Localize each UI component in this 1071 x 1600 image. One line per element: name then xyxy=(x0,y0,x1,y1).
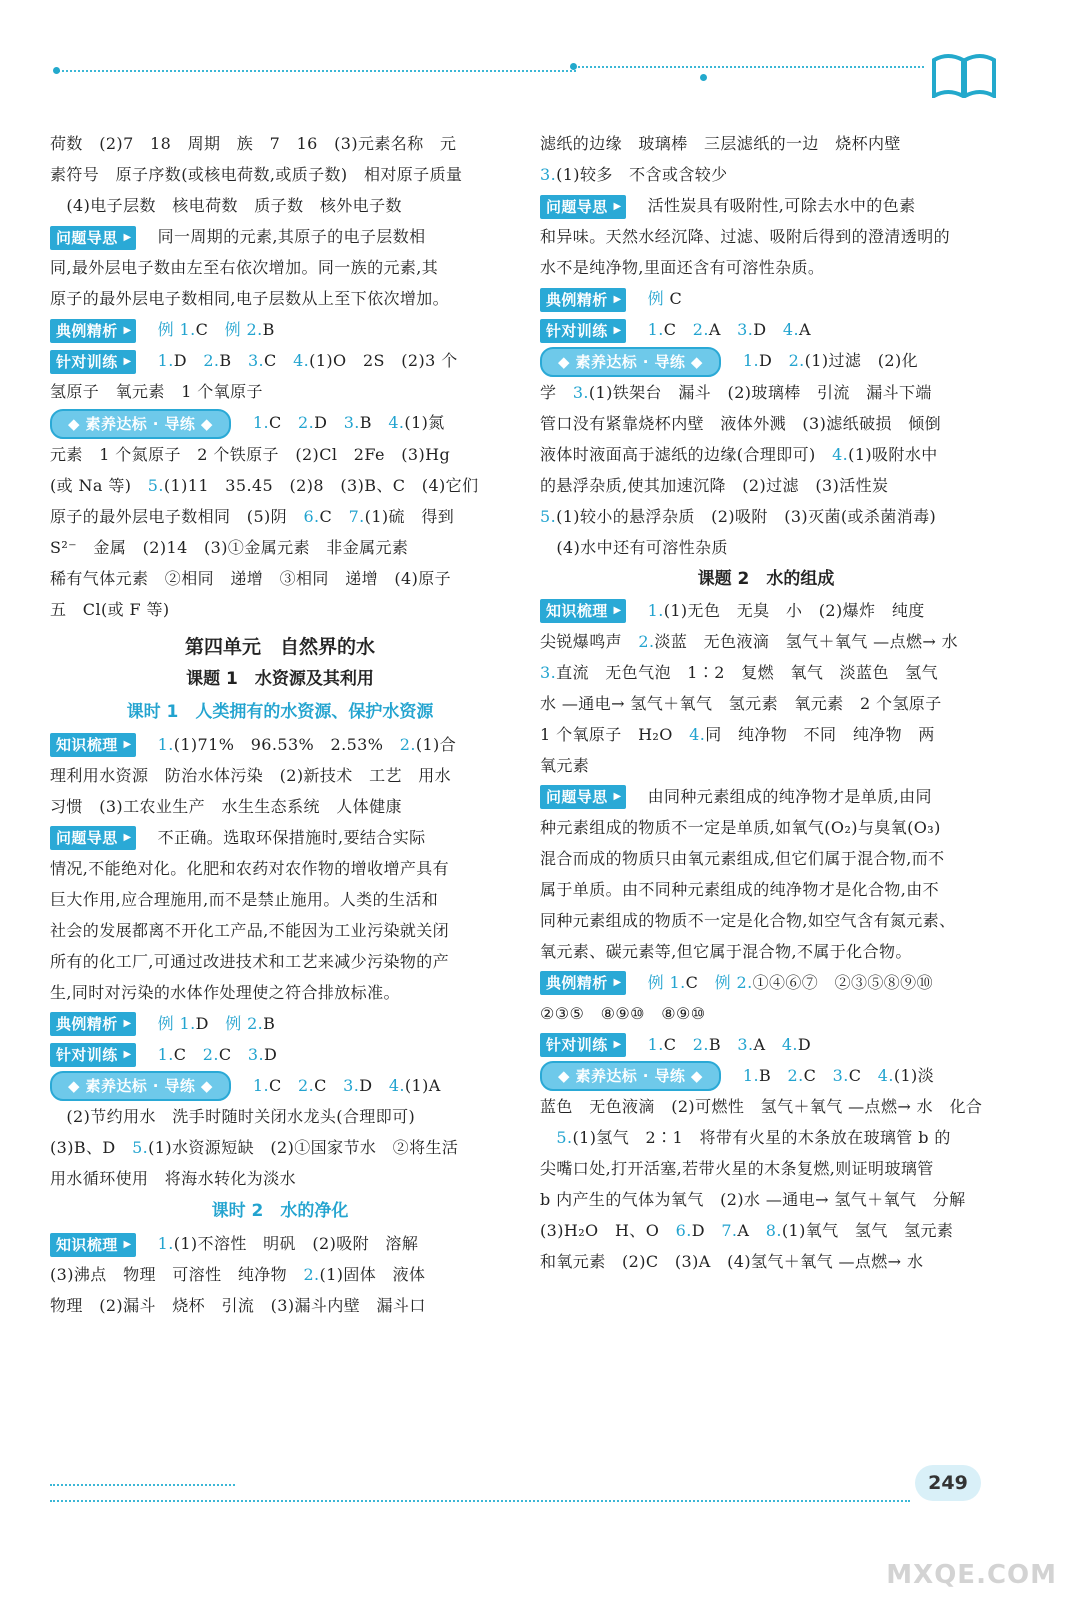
answer-line xyxy=(540,283,992,314)
answer-line xyxy=(50,283,510,314)
answer-text: (1)不溶性 明矾 (2)吸附 溶解 xyxy=(173,1234,419,1253)
question-number: 6. xyxy=(303,506,320,526)
answer-text: 巨大作用,应合理施用,而不是禁止施用。人类的生活和 xyxy=(50,889,439,909)
answer-text: 原子的最外层电子数相同,电子层数从上至下依次增加。 xyxy=(50,289,450,308)
answer-line xyxy=(50,1228,510,1259)
answer-text: C xyxy=(848,1065,878,1085)
answer-text: 尖锐爆鸣声 xyxy=(540,631,639,651)
question-number: 2. xyxy=(788,351,805,370)
answer-text: 由同种元素组成的纯净物才是单质,由同 xyxy=(647,786,932,806)
question-number: 4. xyxy=(781,1034,798,1054)
answer-text: 氢原子 氧元素 1 个氧原子 xyxy=(50,382,263,401)
topic-heading: 课题 2 水的组成 xyxy=(697,568,835,589)
answer-text: 同,最外层电子数由左至右依次增加。同一族的元素,其 xyxy=(50,258,439,277)
answer-text: (1)氢气 2∶1 将带有火星的木条放在玻璃管 b 的 xyxy=(572,1128,951,1147)
answer-text: D xyxy=(797,1034,812,1054)
answer-text: B xyxy=(263,1013,276,1033)
top-rule-dot xyxy=(700,74,707,81)
answer-line xyxy=(540,128,992,159)
answer-line xyxy=(540,967,992,998)
section-tag: 针对训练 ▶ xyxy=(540,1033,626,1057)
answer-line xyxy=(540,936,992,967)
question-number: 1. xyxy=(647,320,664,339)
question-number: 例 2. xyxy=(714,972,753,992)
answer-text: (1)71% 96.53% 2.53% xyxy=(173,734,400,754)
answer-text: (1)O 2S (2)3 个 xyxy=(309,351,458,370)
answer-line xyxy=(540,595,992,626)
answer-line xyxy=(50,946,510,977)
answer-text: 淡蓝 无色液滴 氢气＋氧气 —点燃→ 水 xyxy=(654,631,959,651)
question-number: 5. xyxy=(540,506,557,526)
answer-line xyxy=(50,376,510,407)
answer-text: (1)氧气 氢气 氢元素 xyxy=(781,1221,954,1240)
answer-text: 社会的发展都离不开化工产品,不能因为工业污染就关闭 xyxy=(50,920,450,940)
question-number: 例 1. xyxy=(647,972,686,992)
section-badge: ◆ 素养达标 · 导练 ◆ xyxy=(540,347,721,377)
unit-heading: 第四单元 自然界的水 xyxy=(184,635,375,658)
answer-line xyxy=(540,314,992,345)
answer-line xyxy=(50,407,510,439)
question-number: 4. xyxy=(388,413,405,432)
answer-text: 1 个氧原子 H₂O xyxy=(540,724,690,744)
answer-text: (1)较多 不含或含较少 xyxy=(556,165,728,184)
question-number: 2. xyxy=(203,351,220,370)
answer-text: (或 Na 等) xyxy=(50,475,148,495)
answer-text: 液体时液面高于滤纸的边缘(合理即可) xyxy=(540,444,833,464)
answer-text: 和氧元素 (2)C (3)A (4)氢气＋氧气 —点燃→ 水 xyxy=(540,1252,924,1271)
answer-text: (1)A xyxy=(404,1075,441,1095)
section-badge: ◆ 素养达标 · 导练 ◆ xyxy=(540,1061,721,1091)
question-number: 3. xyxy=(737,320,754,339)
answer-text: 稀有气体元素 ②相同 递增 ③相同 递增 (4)原子 xyxy=(50,568,452,588)
question-number: 3. xyxy=(540,662,557,682)
answer-text: D xyxy=(195,1013,226,1033)
question-number: 3. xyxy=(832,1065,849,1085)
question-number: 7. xyxy=(721,1221,738,1240)
section-tag: 针对训练 ▶ xyxy=(50,350,136,374)
bottom-dotted-rule-right xyxy=(50,1500,910,1502)
section-tag: 知识梳理 ▶ xyxy=(50,1233,136,1257)
answer-text: 学 xyxy=(540,382,573,402)
answer-text: 属于单质。由不同种元素组成的纯净物才是化合物,由不 xyxy=(540,879,940,899)
page-number: 249 xyxy=(915,1465,981,1501)
answer-line xyxy=(50,1259,510,1290)
question-number: 2. xyxy=(399,734,416,754)
section-tag: 问题导思 ▶ xyxy=(540,785,626,809)
answer-text: C xyxy=(264,351,294,370)
answer-line xyxy=(50,760,510,791)
question-number: 4. xyxy=(832,444,849,464)
top-rule-dot xyxy=(53,67,60,74)
answer-text: C xyxy=(663,1034,693,1054)
answer-text: 氧元素、碳元素等,但它属于混合物,不属于化合物。 xyxy=(540,941,912,961)
answer-text: B xyxy=(262,320,275,339)
answer-line xyxy=(50,128,510,159)
question-number: 4. xyxy=(782,320,799,339)
answer-line xyxy=(50,1070,510,1102)
answer-line xyxy=(540,1091,992,1122)
answer-text: b 内产生的气体为氧气 (2)水 —通电→ 氢气＋氧气 分解 xyxy=(540,1190,966,1209)
answer-text: 活性炭具有吸附性,可除去水中的色素 xyxy=(647,196,916,215)
answer-line xyxy=(50,729,510,760)
answer-line xyxy=(50,1008,510,1039)
question-number: 1. xyxy=(157,1234,174,1253)
answer-text: 和异味。天然水经沉降、过滤、吸附后得到的澄清透明的 xyxy=(540,227,951,246)
question-number: 1. xyxy=(647,1034,664,1054)
question-number: 1. xyxy=(647,600,664,620)
answer-line xyxy=(50,1039,510,1070)
answer-line xyxy=(540,377,992,408)
question-number: 1. xyxy=(742,351,759,370)
answer-line xyxy=(540,190,992,221)
answer-text: 习惯 (3)工农业生产 水生生态系统 人体健康 xyxy=(50,796,402,816)
answer-text: B xyxy=(708,1034,738,1054)
answer-line xyxy=(540,874,992,905)
answer-text: A xyxy=(798,320,811,339)
question-number: 5. xyxy=(147,475,164,495)
answer-text: C xyxy=(685,972,715,992)
answer-text: (1)淡 xyxy=(893,1065,935,1085)
answer-text: 管口没有紧靠烧杯内壁 液体外溅 (3)滤纸破损 倾倒 xyxy=(540,413,942,433)
question-number: 2. xyxy=(692,320,709,339)
section-tag: 针对训练 ▶ xyxy=(50,1043,136,1067)
answer-text: D xyxy=(359,1075,389,1095)
answer-text: A xyxy=(753,1034,782,1054)
book-icon xyxy=(932,52,996,98)
answer-line xyxy=(50,532,510,563)
answer-text: (1)较小的悬浮杂质 (2)吸附 (3)灭菌(或杀菌消毒) xyxy=(556,506,937,526)
answer-text: 同一周期的元素,其原子的电子层数相 xyxy=(157,227,426,246)
answer-line xyxy=(540,470,992,501)
answer-line xyxy=(540,1246,992,1277)
question-number: 2. xyxy=(297,413,315,432)
answer-line xyxy=(540,345,992,377)
answer-line xyxy=(540,1060,992,1092)
answer-text: C xyxy=(195,320,225,339)
question-number: 1. xyxy=(742,1065,759,1085)
answer-text: C xyxy=(663,320,693,339)
answer-line xyxy=(50,159,510,190)
answer-line xyxy=(50,853,510,884)
answer-line xyxy=(50,791,510,822)
question-number: 2. xyxy=(303,1265,320,1284)
answer-text: 不正确。选取环保措施时,要结合实际 xyxy=(157,827,426,847)
section-tag: 问题导思 ▶ xyxy=(50,826,136,850)
answer-text: 滤纸的边缘 玻璃棒 三层滤纸的一边 烧杯内壁 xyxy=(540,134,901,153)
answer-line xyxy=(540,626,992,657)
answer-text: (1)11 35.45 (2)8 (3)B、C (4)它们 xyxy=(163,475,479,495)
question-number: 6. xyxy=(675,1221,692,1240)
answer-text: 直流 无色气泡 1∶2 复燃 氧气 淡蓝色 氢气 xyxy=(556,662,939,682)
answer-line xyxy=(50,470,510,501)
answer-line xyxy=(540,1215,992,1246)
answer-text: 用水循环使用 将海水转化为淡水 xyxy=(50,1169,297,1188)
answer-text: 同 纯净物 不同 纯净物 两 xyxy=(705,724,935,744)
answer-line xyxy=(540,439,992,470)
answer-line xyxy=(50,252,510,283)
top-dotted-rule-right xyxy=(578,66,924,68)
section-tag: 典例精析 ▶ xyxy=(540,971,626,995)
question-number: 2. xyxy=(297,1075,315,1095)
answer-text: C xyxy=(268,1075,298,1095)
question-number: 3. xyxy=(540,165,557,184)
section-badge: ◆ 素养达标 · 导练 ◆ xyxy=(50,1071,231,1101)
question-number: 3. xyxy=(343,413,360,432)
question-number: 4. xyxy=(388,1075,405,1095)
lesson-heading: 课时 1 人类拥有的水资源、保护水资源 xyxy=(126,701,434,722)
answer-text: 所有的化工厂,可通过改进技术和工艺来减少污染物的产 xyxy=(50,951,450,971)
answer-text: C xyxy=(803,1065,833,1085)
answer-text: D xyxy=(691,1221,722,1240)
answer-line xyxy=(540,1153,992,1184)
question-number: 3. xyxy=(737,1034,754,1054)
top-rule-dot xyxy=(570,63,577,70)
answer-line xyxy=(50,977,510,1008)
section-tag: 问题导思 ▶ xyxy=(540,195,626,219)
answer-text: (1)硫 得到 xyxy=(364,506,455,526)
question-number: 4. xyxy=(689,724,706,744)
answer-line xyxy=(50,1101,510,1132)
answer-line xyxy=(540,843,992,874)
question-number: 3. xyxy=(247,351,265,370)
answer-text: (1)合 xyxy=(415,734,457,754)
section-tag: 针对训练 ▶ xyxy=(540,319,626,343)
answer-line xyxy=(540,998,992,1029)
answer-text: C xyxy=(173,1044,203,1064)
answer-line xyxy=(540,1122,992,1153)
question-number: 例 xyxy=(647,289,670,308)
answer-text: D xyxy=(758,351,789,370)
answer-text: 尖嘴口处,打开活塞,若带火星的木条复燃,则证明玻璃管 xyxy=(540,1159,934,1178)
bottom-dotted-rule-left xyxy=(50,1484,235,1486)
answer-line xyxy=(50,884,510,915)
answer-line xyxy=(540,532,992,563)
top-dotted-rule-left xyxy=(58,70,576,72)
right-column xyxy=(540,128,992,1277)
answer-text: ①④⑥⑦ ②③⑤⑧⑨⑩ xyxy=(752,972,933,992)
section-badge: ◆ 素养达标 · 导练 ◆ xyxy=(50,409,231,439)
section-tag: 典例精析 ▶ xyxy=(50,1012,136,1036)
answer-text: (1)水资源短缺 (2)①国家节水 ②将生活 xyxy=(148,1138,459,1157)
answer-text: D xyxy=(314,413,344,432)
topic-heading: 课题 1 水资源及其利用 xyxy=(186,668,374,689)
answer-text: 蓝色 无色液滴 (2)可燃性 氢气＋氧气 —点燃→ 水 化合 xyxy=(540,1097,983,1116)
answer-text: (4)电子层数 核电荷数 质子数 核外电子数 xyxy=(50,196,402,215)
answer-line xyxy=(50,190,510,221)
answer-line xyxy=(50,594,510,625)
answer-text: 同种元素组成的物质不一定是化合物,如空气含有氮元素、 xyxy=(540,910,956,930)
question-number: 2. xyxy=(202,1044,219,1064)
answer-line xyxy=(50,345,510,376)
section-tag: 典例精析 ▶ xyxy=(50,319,136,343)
answer-text: (3)沸点 物理 可溶性 纯净物 xyxy=(50,1265,304,1284)
answer-text: 五 Cl(或 F 等) xyxy=(50,599,170,619)
answer-text: S²⁻ 金属 (2)14 (3)①金属元素 非金属元素 xyxy=(50,537,409,557)
answer-line xyxy=(50,1132,510,1163)
question-number: 1. xyxy=(252,413,269,432)
question-number: 例 1. xyxy=(157,1013,196,1033)
answer-line xyxy=(540,688,992,719)
question-number: 7. xyxy=(348,506,365,526)
answer-text: C xyxy=(319,506,349,526)
answer-text: 荷数 (2)7 18 周期 族 7 16 (3)元素名称 元 xyxy=(50,134,457,153)
answer-text: (1)吸附水中 xyxy=(848,444,938,464)
question-number: 2. xyxy=(692,1034,709,1054)
question-number: 例 2. xyxy=(225,1013,264,1033)
answer-line xyxy=(50,1290,510,1321)
answer-line xyxy=(540,781,992,812)
left-column xyxy=(50,128,510,1321)
answer-line xyxy=(540,750,992,781)
answer-text: ②③⑤ ⑧⑨⑩ ⑧⑨⑩ xyxy=(540,1003,706,1023)
answer-text: (1)铁架台 漏斗 (2)玻璃棒 引流 漏斗下端 xyxy=(588,382,932,402)
answer-line xyxy=(50,501,510,532)
answer-text: 理利用水资源 防治水体污染 (2)新技术 工艺 用水 xyxy=(50,765,452,785)
question-number: 3. xyxy=(343,1075,360,1095)
answer-text: (1)无色 无臭 小 (2)爆炸 纯度 xyxy=(663,600,925,620)
answer-text: 原子的最外层电子数相同 (5)阴 xyxy=(50,506,304,526)
answer-line xyxy=(540,501,992,532)
answer-text: C xyxy=(218,1044,248,1064)
section-tag: 典例精析 ▶ xyxy=(540,288,626,312)
question-number: 1. xyxy=(157,734,174,754)
question-number: 1. xyxy=(252,1075,269,1095)
answer-text: 水 —通电→ 氢气＋氧气 氢元素 氧元素 2 个氢原子 xyxy=(540,693,942,713)
answer-line xyxy=(50,314,510,345)
question-number: 8. xyxy=(765,1221,782,1240)
answer-text: 水不是纯净物,里面还含有可溶性杂质。 xyxy=(540,258,825,277)
question-number: 4. xyxy=(877,1065,894,1085)
answer-text: A xyxy=(708,320,738,339)
section-tag: 问题导思 ▶ xyxy=(50,226,136,250)
question-number: 1. xyxy=(157,1044,174,1064)
answer-line xyxy=(540,221,992,252)
answer-text: C xyxy=(669,289,683,308)
answer-line xyxy=(540,905,992,936)
question-number: 2. xyxy=(638,631,655,651)
answer-line xyxy=(50,1163,510,1194)
answer-text: 的悬浮杂质,使其加速沉降 (2)过滤 (3)活性炭 xyxy=(540,475,889,495)
answer-text: (3)B、D xyxy=(50,1138,133,1157)
question-number: 3. xyxy=(572,382,589,402)
answer-text: (2)节约用水 洗手时随时关闭水龙头(合理即可) xyxy=(50,1107,416,1126)
answer-text xyxy=(540,1128,556,1147)
answer-text: 素符号 原子序数(或核电荷数,或质子数) 相对原子质量 xyxy=(50,165,463,184)
lesson-heading: 课时 2 水的净化 xyxy=(211,1201,349,1221)
answer-text: (1)氮 xyxy=(404,413,445,432)
answer-text: 种元素组成的物质不一定是单质,如氧气(O₂)与臭氧(O₃) xyxy=(540,817,941,837)
answer-text: C xyxy=(268,413,298,432)
answer-text: (1)过滤 (2)化 xyxy=(804,351,918,370)
answer-text: B xyxy=(219,351,248,370)
answer-text: (1)固体 液体 xyxy=(319,1265,426,1284)
answer-text: 元素 1 个氮原子 2 个铁原子 (2)Cl 2Fe (3)Hg xyxy=(50,444,451,464)
question-number: 3. xyxy=(247,1044,264,1064)
answer-text: 生,同时对污染的水体作处理使之符合排放标准。 xyxy=(50,982,400,1002)
answer-line xyxy=(50,439,510,470)
answer-line xyxy=(50,822,510,853)
answer-text: 混合而成的物质只由氧元素组成,但它们属于混合物,而不 xyxy=(540,848,945,868)
answer-line xyxy=(540,657,992,688)
answer-line xyxy=(50,563,510,594)
answer-text: 情况,不能绝对化。化肥和农药对农作物的增收增产具有 xyxy=(50,858,450,878)
answer-line xyxy=(540,812,992,843)
section-tag: 知识梳理 ▶ xyxy=(50,733,136,757)
question-number: 例 2. xyxy=(224,320,263,339)
question-number: 例 1. xyxy=(157,320,196,339)
question-number: 1. xyxy=(157,351,174,370)
answer-line xyxy=(540,408,992,439)
answer-line xyxy=(540,1184,992,1215)
question-number: 5. xyxy=(132,1138,149,1157)
answer-line xyxy=(540,159,992,190)
answer-text: A xyxy=(737,1221,766,1240)
answer-line xyxy=(540,1029,992,1060)
answer-text: (4)水中还有可溶性杂质 xyxy=(540,537,728,557)
answer-line xyxy=(540,252,992,283)
question-number: 4. xyxy=(293,351,310,370)
answer-line xyxy=(50,221,510,252)
answer-text: D xyxy=(753,320,783,339)
question-number: 5. xyxy=(556,1128,573,1147)
answer-line xyxy=(540,719,992,750)
answer-text: 氧元素 xyxy=(540,755,590,775)
answer-text: 物理 (2)漏斗 烧杯 引流 (3)漏斗内壁 漏斗口 xyxy=(50,1296,426,1315)
question-number: 2. xyxy=(787,1065,804,1085)
answer-line xyxy=(50,915,510,946)
answer-text: C xyxy=(314,1075,344,1095)
answer-text: B xyxy=(359,413,389,432)
watermark: MXQE.COM xyxy=(886,1560,1057,1590)
answer-text: D xyxy=(263,1044,278,1064)
answer-text: B xyxy=(758,1065,788,1085)
answer-text: D xyxy=(173,351,204,370)
answer-text: (3)H₂O H、O xyxy=(540,1221,676,1240)
section-tag: 知识梳理 ▶ xyxy=(540,599,626,623)
